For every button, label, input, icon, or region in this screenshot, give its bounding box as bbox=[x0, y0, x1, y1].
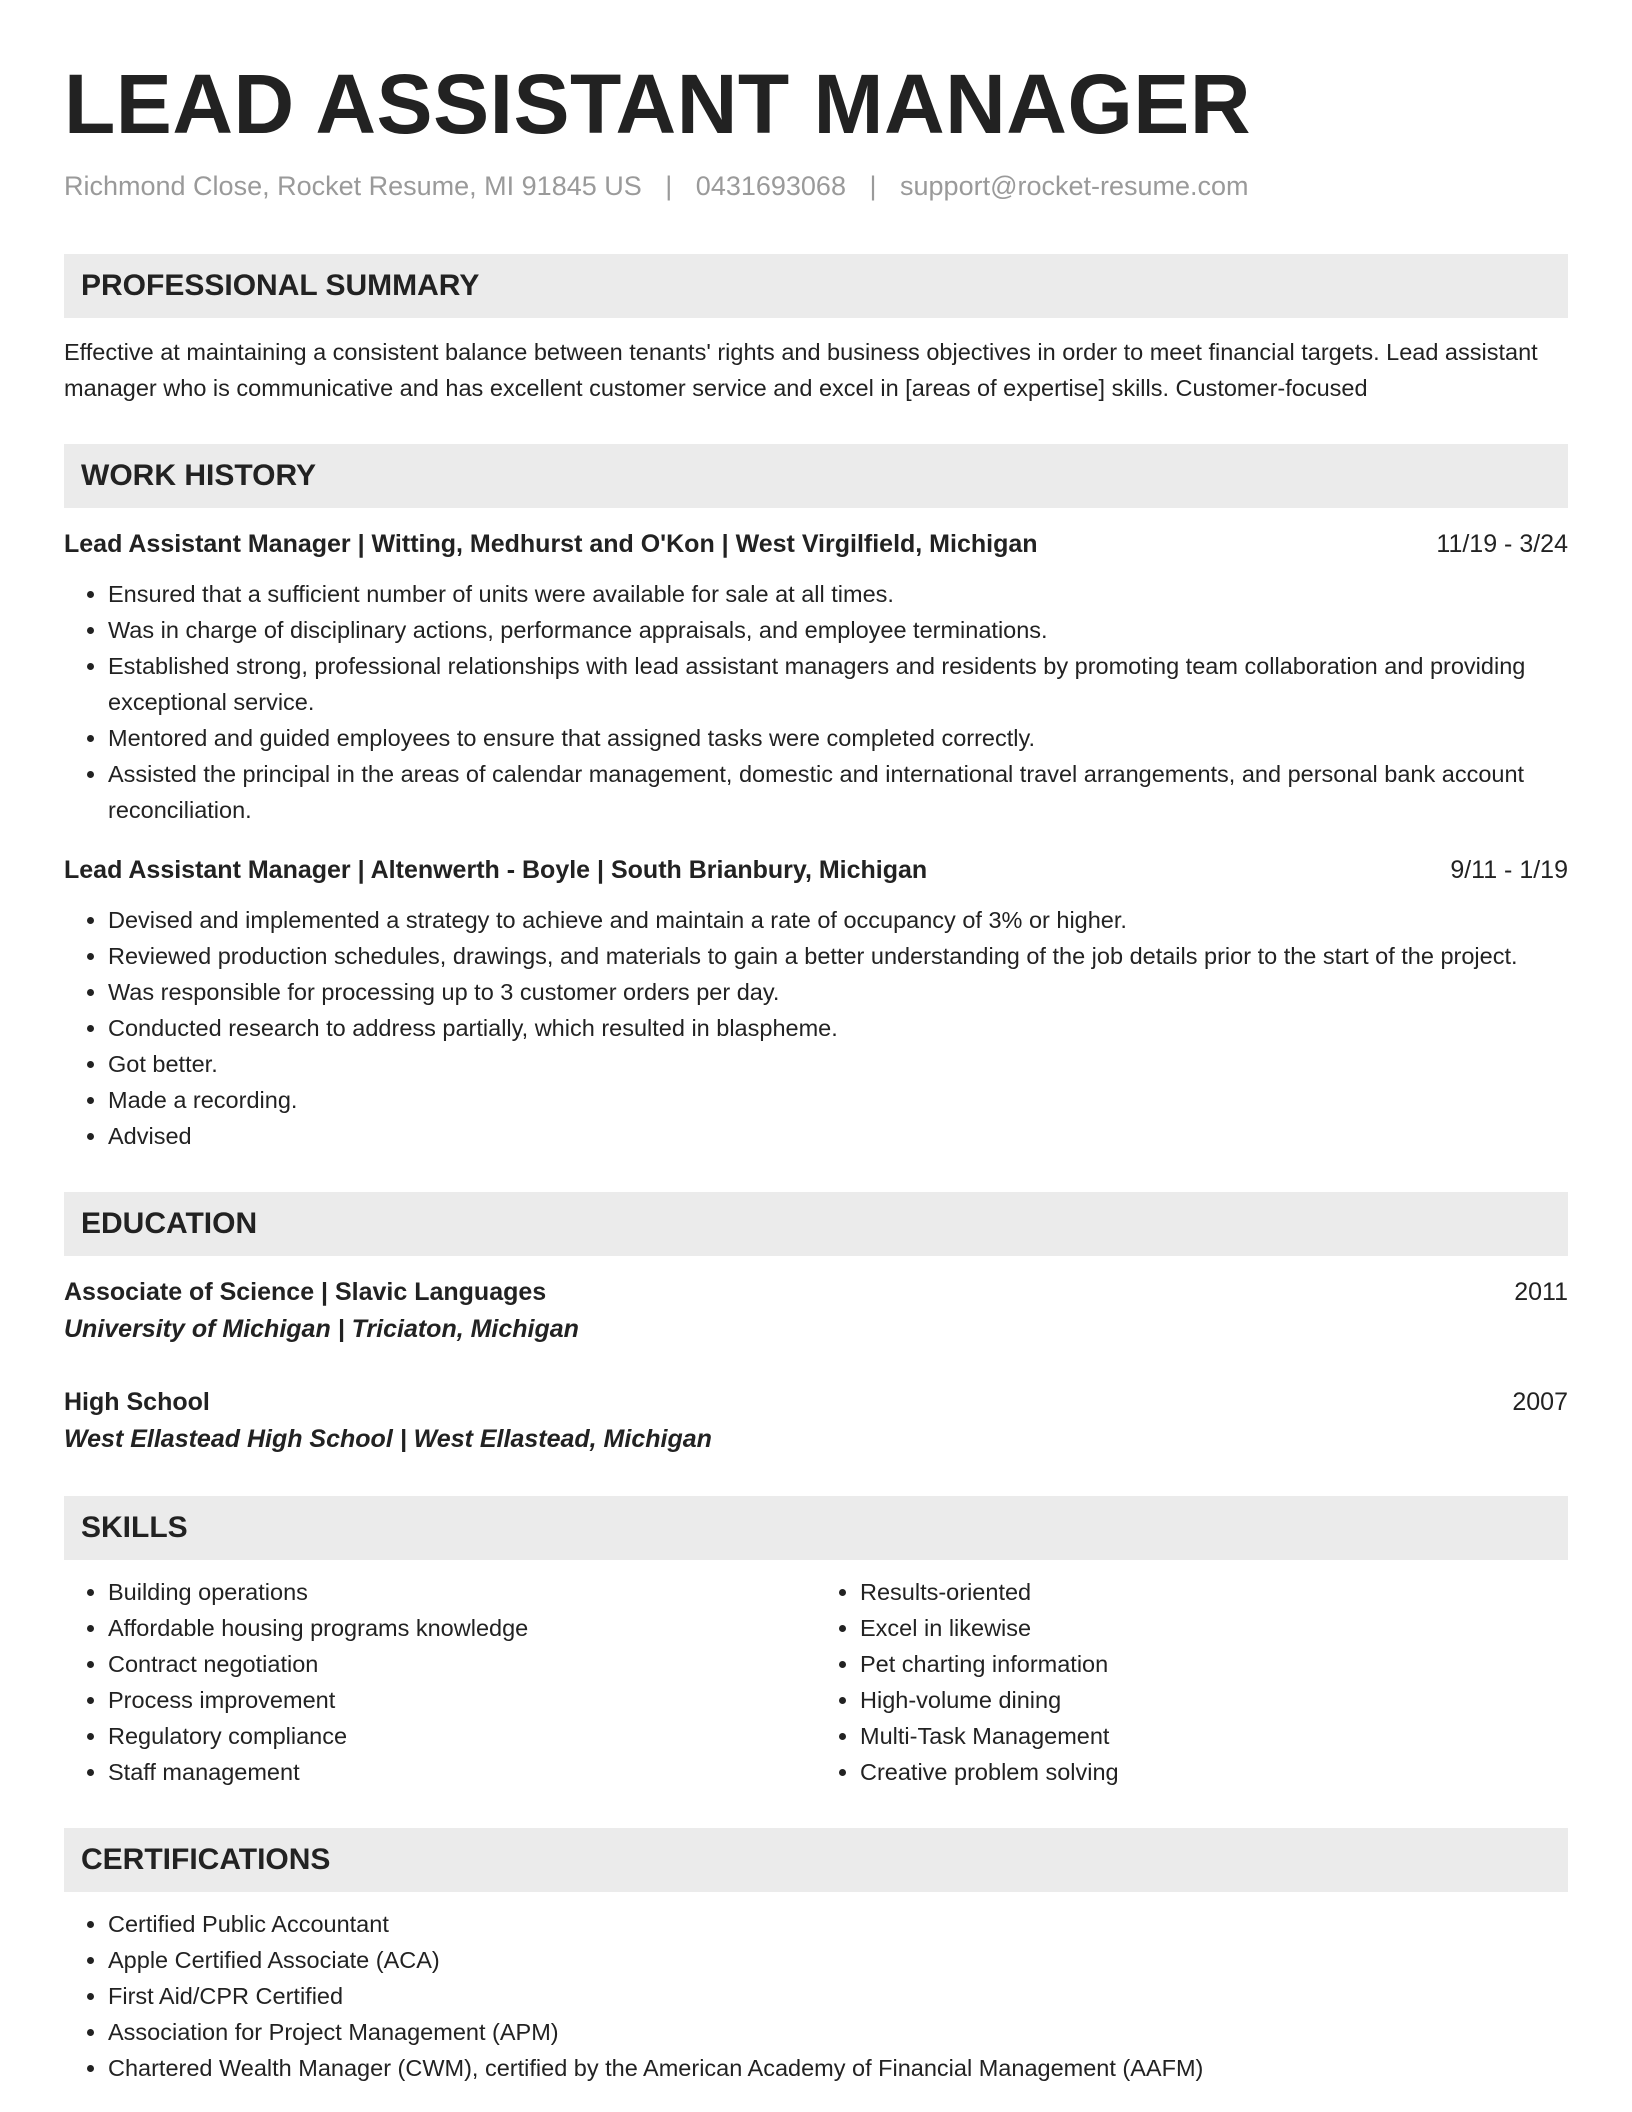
job-bullet: • Ensured that a sufficient number of units were available for sale at all times. bbox=[108, 576, 1568, 612]
education-header bbox=[64, 1274, 1568, 1310]
job-bullet-list bbox=[64, 576, 1568, 828]
section-header-work-history: WORK HISTORY bbox=[64, 444, 1568, 508]
job-entry bbox=[64, 526, 1568, 828]
skill-item: • Results-oriented bbox=[860, 1574, 1568, 1610]
job-bullet-list bbox=[64, 902, 1568, 1154]
job-bullet: • Devised and implemented a strategy to achieve and maintain a rate of occupancy of 3% or higher. bbox=[108, 902, 1568, 938]
job-heading: Lead Assistant Manager | Witting, Medhurst and O'Kon | West Virgilfield, Michigan bbox=[64, 530, 1038, 558]
skill-item: • High-volume dining bbox=[860, 1682, 1568, 1718]
skills-columns bbox=[64, 1574, 1568, 1790]
skill-item: • Creative problem solving bbox=[860, 1754, 1568, 1790]
candidate-name: LEAD ASSISTANT MANAGER bbox=[64, 57, 1251, 151]
contact-separator: | bbox=[869, 171, 877, 201]
skill-item: • Affordable housing programs knowledge bbox=[108, 1610, 816, 1646]
education-school: University of Michigan | Triciaton, Michigan bbox=[64, 1315, 579, 1343]
section-header-summary: PROFESSIONAL SUMMARY bbox=[64, 254, 1568, 318]
certification-item: • Chartered Wealth Manager (CWM), certified by the American Academy of Financial Management (AAFM) bbox=[108, 2050, 1568, 2086]
job-header bbox=[64, 852, 1568, 888]
job-dates: 11/19 - 3/24 bbox=[1436, 530, 1568, 558]
contact-email: support@rocket-resume.com bbox=[900, 171, 1249, 201]
education-year: 2011 bbox=[1514, 1278, 1568, 1306]
skill-item: • Staff management bbox=[108, 1754, 816, 1790]
job-dates: 9/11 - 1/19 bbox=[1450, 856, 1568, 884]
education-degree: Associate of Science | Slavic Languages bbox=[64, 1278, 547, 1306]
job-bullet: • Reviewed production schedules, drawings, and materials to gain a better understanding of the job details prior to the start of the project. bbox=[108, 938, 1568, 974]
skills-list-left bbox=[64, 1574, 816, 1790]
job-bullet: • Advised bbox=[108, 1118, 1568, 1154]
job-bullet: • Was responsible for processing up to 3 customer orders per day. bbox=[108, 974, 1568, 1010]
job-bullet: • Established strong, professional relationships with lead assistant managers and residents by promoting team collaboration and providing exceptional service. bbox=[108, 648, 1568, 720]
education-entry bbox=[64, 1384, 1568, 1458]
certification-item: • Apple Certified Associate (ACA) bbox=[108, 1942, 1568, 1978]
job-bullet: • Was in charge of disciplinary actions, performance appraisals, and employee terminations. bbox=[108, 612, 1568, 648]
skills-list-right bbox=[816, 1574, 1568, 1790]
section-header-education: EDUCATION bbox=[64, 1192, 1568, 1256]
skill-item: • Regulatory compliance bbox=[108, 1718, 816, 1754]
job-bullet: • Mentored and guided employees to ensure that assigned tasks were completed correctly. bbox=[108, 720, 1568, 756]
certification-item: • Certified Public Accountant bbox=[108, 1906, 1568, 1942]
education-school: West Ellastead High School | West Ellastead, Michigan bbox=[64, 1425, 712, 1453]
contact-address: Richmond Close, Rocket Resume, MI 91845 US bbox=[64, 171, 642, 201]
certification-item: • Association for Project Management (APM) bbox=[108, 2014, 1568, 2050]
job-bullet: • Made a recording. bbox=[108, 1082, 1568, 1118]
education-year: 2007 bbox=[1512, 1388, 1568, 1416]
contact-phone: 0431693068 bbox=[695, 171, 846, 201]
education-header bbox=[64, 1384, 1568, 1420]
summary-text: Effective at maintaining a consistent balance between tenants' rights and business objectives in order to meet financial targets. Lead assistant manager who is communicative and has excellent customer service and excel in [areas of expertise] skills. Customer-focused bbox=[64, 339, 1538, 401]
contact-separator: | bbox=[665, 171, 673, 201]
job-heading: Lead Assistant Manager | Altenwerth - Boyle | South Brianbury, Michigan bbox=[64, 856, 928, 884]
job-bullet: • Conducted research to address partially, which resulted in blaspheme. bbox=[108, 1010, 1568, 1046]
skill-item: • Pet charting information bbox=[860, 1646, 1568, 1682]
education-degree: High School bbox=[64, 1388, 210, 1416]
job-bullet: • Got better. bbox=[108, 1046, 1568, 1082]
skill-item: • Excel in likewise bbox=[860, 1610, 1568, 1646]
contact-line bbox=[64, 168, 1568, 204]
education-entry bbox=[64, 1274, 1568, 1348]
skill-item: • Building operations bbox=[108, 1574, 816, 1610]
certifications-list bbox=[64, 1906, 1568, 2086]
job-bullet: • Assisted the principal in the areas of calendar management, domestic and international travel arrangements, and personal bank account reconciliation. bbox=[108, 756, 1568, 828]
job-header bbox=[64, 526, 1568, 562]
certification-item: • First Aid/CPR Certified bbox=[108, 1978, 1568, 2014]
skill-item: • Contract negotiation bbox=[108, 1646, 816, 1682]
section-header-skills: SKILLS bbox=[64, 1496, 1568, 1560]
section-header-certifications: CERTIFICATIONS bbox=[64, 1828, 1568, 1892]
skill-item: • Multi-Task Management bbox=[860, 1718, 1568, 1754]
skill-item: • Process improvement bbox=[108, 1682, 816, 1718]
job-entry bbox=[64, 852, 1568, 1154]
